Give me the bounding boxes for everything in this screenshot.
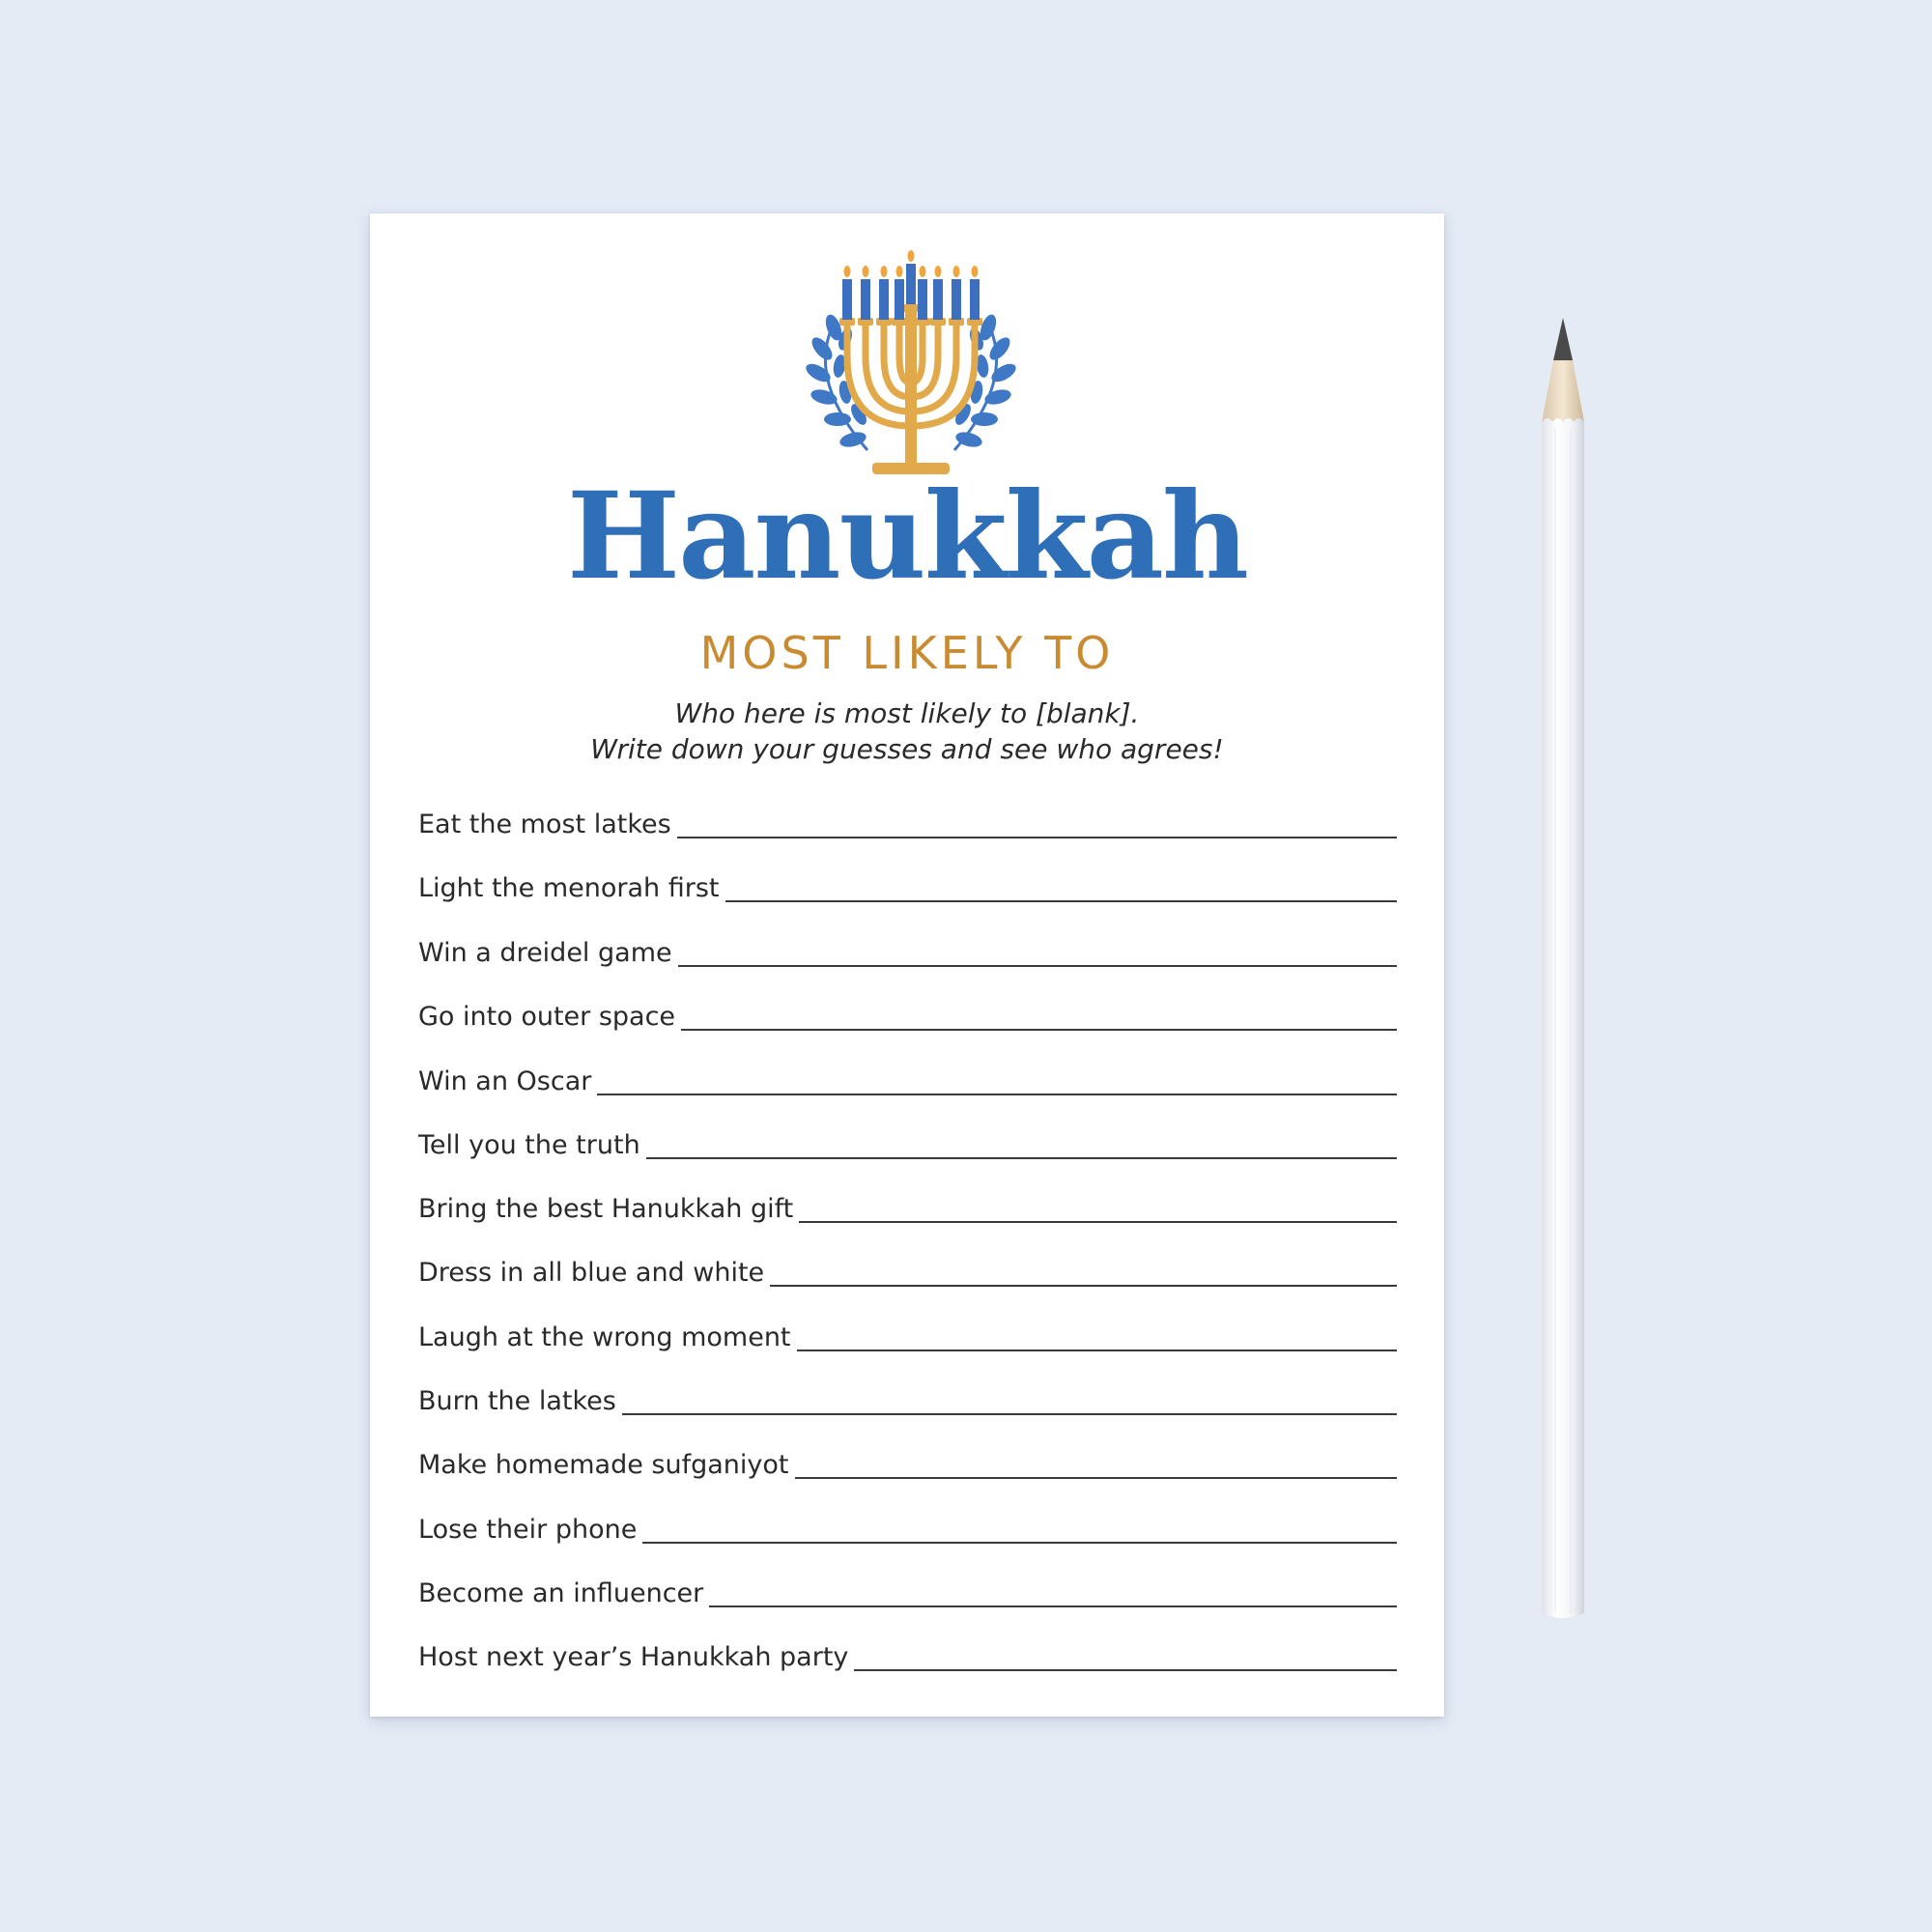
card-title: Hanukkah bbox=[566, 467, 1248, 607]
laurel-branch-icon bbox=[952, 312, 1019, 450]
menorah-icon bbox=[776, 242, 1046, 484]
answer-line[interactable] bbox=[678, 965, 1397, 967]
answer-line[interactable] bbox=[770, 1285, 1397, 1287]
prompt-label: Win an Oscar bbox=[418, 1066, 592, 1096]
answer-line[interactable] bbox=[725, 900, 1397, 902]
prompt-label: Burn the latkes bbox=[418, 1386, 616, 1416]
prompt-row bbox=[418, 861, 1397, 905]
prompt-label: Lose their phone bbox=[418, 1515, 638, 1545]
prompt-label: Win a dreidel game bbox=[418, 938, 672, 968]
prompt-label: Go into outer space bbox=[418, 1002, 676, 1032]
answer-line[interactable] bbox=[795, 1477, 1398, 1479]
answer-line[interactable] bbox=[799, 1221, 1397, 1223]
prompt-label: Make homemade sufganiyot bbox=[418, 1450, 789, 1480]
prompt-label: Laugh at the wrong moment bbox=[418, 1322, 791, 1352]
prompt-row bbox=[418, 1118, 1397, 1162]
answer-line[interactable] bbox=[677, 837, 1397, 838]
prompt-row bbox=[418, 1566, 1397, 1610]
card-subtitle: MOST LIKELY TO bbox=[699, 627, 1115, 679]
prompt-row bbox=[418, 989, 1397, 1034]
prompt-row bbox=[418, 797, 1397, 841]
answer-line[interactable] bbox=[854, 1669, 1397, 1671]
prompt-label: Host next year’s Hanukkah party bbox=[418, 1642, 849, 1672]
game-card bbox=[370, 213, 1444, 1717]
answer-line[interactable] bbox=[622, 1413, 1397, 1415]
answer-line[interactable] bbox=[709, 1605, 1397, 1607]
prompt-row bbox=[418, 1374, 1397, 1418]
answer-line[interactable] bbox=[646, 1157, 1397, 1159]
instruction-line: Write down your guesses and see who agrees! bbox=[590, 733, 1224, 765]
instruction-line: Who here is most likely to [blank]. bbox=[674, 697, 1140, 729]
prompt-row bbox=[418, 1245, 1397, 1290]
prompt-row bbox=[418, 1054, 1397, 1098]
answer-line[interactable] bbox=[597, 1094, 1397, 1095]
prompt-row bbox=[418, 1502, 1397, 1547]
prompt-label: Tell you the truth bbox=[418, 1130, 640, 1160]
answer-line[interactable] bbox=[642, 1542, 1397, 1544]
answer-line[interactable] bbox=[681, 1029, 1397, 1031]
prompt-label: Become an influencer bbox=[418, 1578, 704, 1608]
prompt-row bbox=[418, 1310, 1397, 1354]
answer-line[interactable] bbox=[797, 1350, 1397, 1351]
prompt-row bbox=[418, 1630, 1397, 1674]
pencil-icon bbox=[1534, 314, 1592, 1623]
prompt-label: Light the menorah first bbox=[418, 873, 720, 903]
prompt-row bbox=[418, 1181, 1397, 1226]
laurel-branch-icon bbox=[803, 312, 869, 450]
prompt-label: Dress in all blue and white bbox=[418, 1258, 765, 1288]
prompt-row bbox=[418, 1437, 1397, 1482]
prompt-label: Eat the most latkes bbox=[418, 810, 671, 839]
prompt-row bbox=[418, 925, 1397, 970]
prompt-label: Bring the best Hanukkah gift bbox=[418, 1194, 794, 1224]
